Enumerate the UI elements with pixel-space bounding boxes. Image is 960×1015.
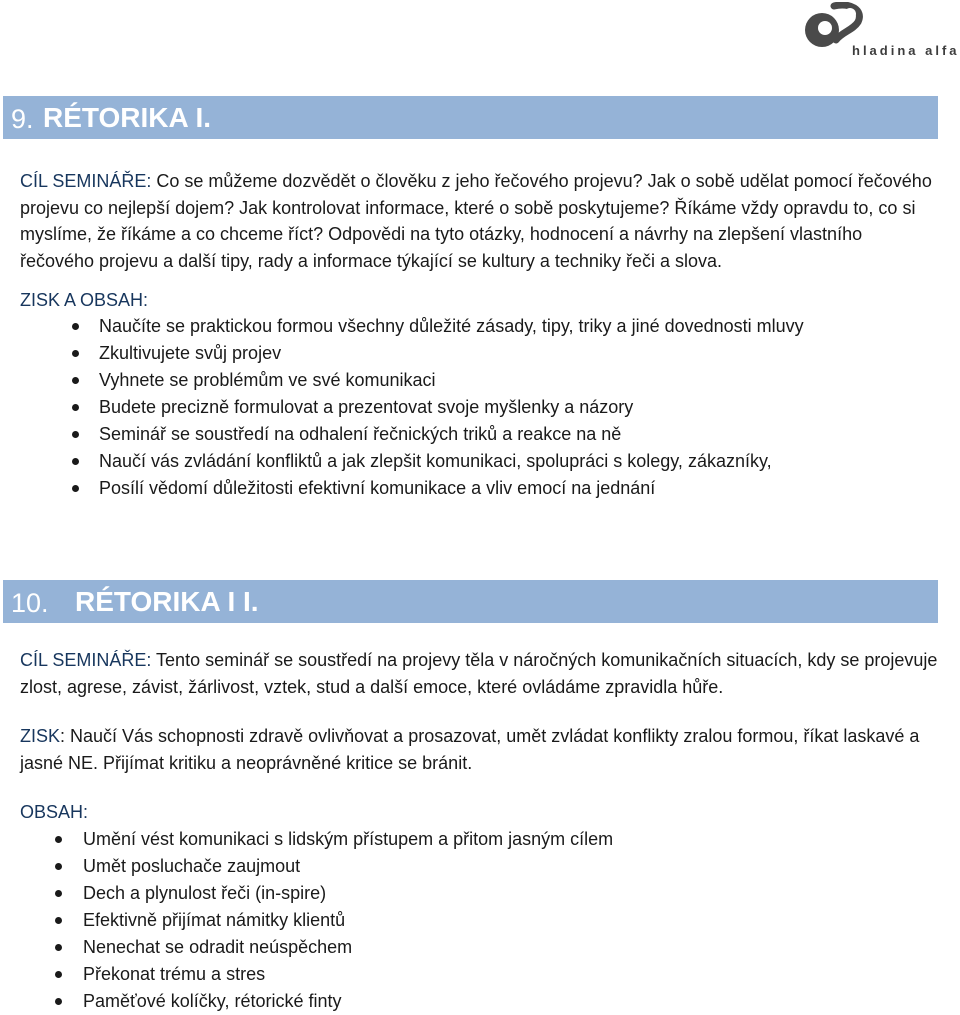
list-item-text: Dech a plynulost řeči (in-spire) (83, 883, 327, 903)
list-item-text: Paměťové kolíčky, rétorické finty (83, 991, 342, 1011)
goal-paragraph (20, 647, 940, 700)
bullet-icon (55, 944, 62, 951)
goal-paragraph (20, 168, 940, 274)
goal-label: CÍL SEMINÁŘE: (20, 171, 152, 191)
list-item-text: Naučí vás zvládání konfliktů a jak zlepšit komunikaci, spolupráci s kolegy, zákazníky, (99, 451, 772, 471)
section-header-9 (3, 96, 938, 139)
benefit-label: ZISK A OBSAH: (20, 290, 149, 310)
bullet-icon (55, 971, 62, 978)
list-item (0, 313, 804, 340)
benefit-heading (20, 287, 940, 314)
goal-label: CÍL SEMINÁŘE: (20, 650, 152, 670)
list-item (0, 394, 804, 421)
list-item (0, 475, 804, 502)
list-item-text: Nenechat se odradit neúspěchem (83, 937, 353, 957)
list-item-text: Efektivně přijímat námitky klientů (83, 910, 346, 930)
list-item-text: Zkultivujete svůj projev (99, 343, 282, 363)
list-item (0, 826, 613, 853)
benefit-paragraph (20, 723, 940, 776)
list-item-text: Posílí vědomí důležitosti efektivní komunikace a vliv emocí na jednání (99, 478, 656, 498)
bullet-icon (55, 917, 62, 924)
benefit-label: ZISK (20, 726, 61, 746)
bullet-icon (72, 458, 79, 465)
list-item (0, 907, 613, 934)
list-item-text: Vyhnete se problémům ve své komunikaci (99, 370, 436, 390)
list-item (0, 988, 613, 1015)
list-item-text: Seminář se soustředí na odhalení řečnických triků a reakce na ně (99, 424, 622, 444)
section-number: 9. (11, 104, 34, 134)
bullet-icon (72, 323, 79, 330)
list-item (0, 448, 804, 475)
section-title: RÉTORIKA I. (43, 102, 212, 133)
bullet-icon (72, 404, 79, 411)
list-item (0, 421, 804, 448)
list-item (0, 340, 804, 367)
content-list (0, 826, 613, 1015)
benefit-list (0, 313, 804, 502)
bullet-icon (55, 836, 62, 843)
logo-text: hladina alfa (852, 43, 960, 58)
list-item-text: Budete precizně formulovat a prezentovat svoje myšlenky a názory (99, 397, 634, 417)
list-item (0, 853, 613, 880)
bullet-icon (55, 890, 62, 897)
content-heading (20, 799, 940, 826)
bullet-icon (72, 431, 79, 438)
bullet-icon (72, 485, 79, 492)
section-title: RÉTORIKA I I. (75, 586, 259, 617)
bullet-icon (72, 377, 79, 384)
list-item (0, 880, 613, 907)
goal-text: Co se můžeme dozvědět o člověku z jeho řečového projevu? Jak o sobě udělat pomocí řečového projevu co nejlepší dojem? Jak kontrolovat informace, které o sobě poskytujeme? Říkáme vždy opravdu to, co si myslíme, že říkáme a co chceme říct? Odpovědi na tyto otázky, hodnocení a návrhy na zlepšení vlastního řečového projevu a další tipy, rady a informace týkající se kultury a techniky řeči a slova. (20, 171, 932, 271)
list-item-text: Naučíte se praktickou formou všechny důležité zásady, tipy, triky a jiné dovednosti mluvy (99, 316, 804, 336)
list-item (0, 367, 804, 394)
section-number: 10. (11, 588, 49, 618)
list-item-text: Překonat trému a stres (83, 964, 266, 984)
list-item-text: Umět posluchače zaujmout (83, 856, 301, 876)
bullet-icon (55, 863, 62, 870)
content-label: OBSAH: (20, 802, 89, 822)
list-item-text: Umění vést komunikaci s lidským přístupem a přitom jasným cílem (83, 829, 614, 849)
section-header-10 (3, 580, 938, 623)
logo (798, 2, 958, 60)
list-item (0, 961, 613, 988)
goal-text: Tento seminář se soustředí na projevy těla v náročných komunikačních situacích, kdy se projevuje zlost, agrese, závist, žárlivost, vztek, stud a další emoce, které ovládáme zpravidla hůře. (20, 650, 938, 697)
benefit-text: : Naučí Vás schopnosti zdravě ovlivňovat a prosazovat, umět zvládat konflikty zralou formou, říkat laskavé a jasné NE. Přijímat kritiku a neoprávněné kritice se bránit. (20, 726, 920, 773)
bullet-icon (72, 350, 79, 357)
bullet-icon (55, 998, 62, 1005)
list-item (0, 934, 613, 961)
